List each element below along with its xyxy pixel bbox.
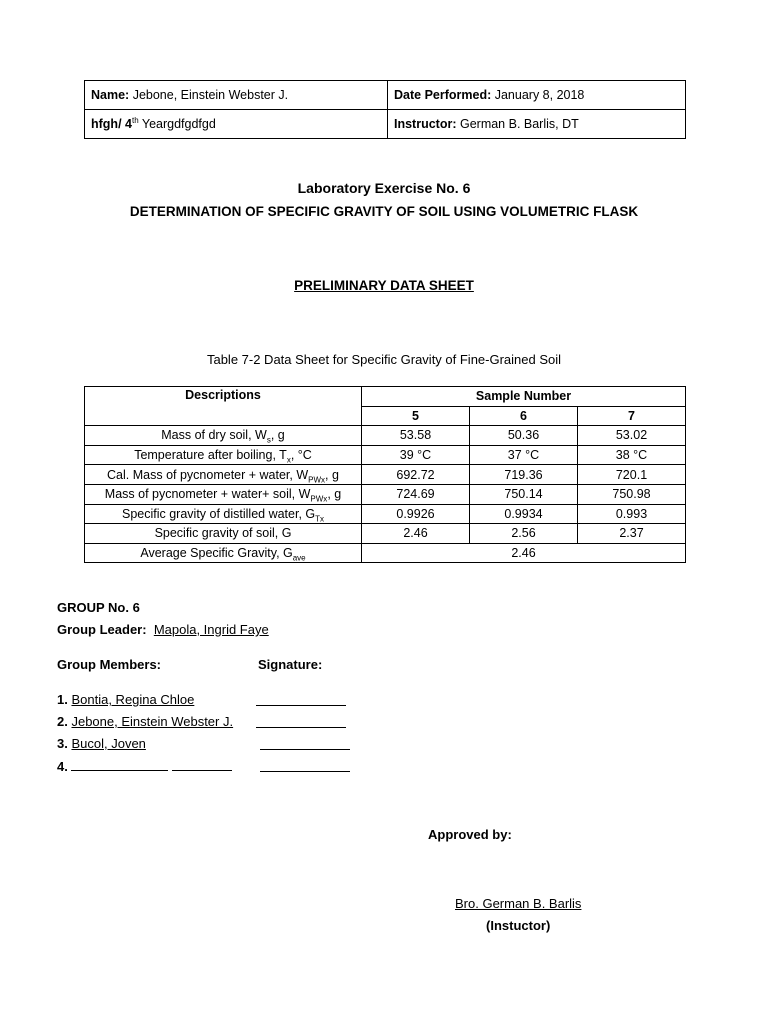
table-cell: 0.993 (578, 504, 686, 524)
table-cell: 692.72 (362, 465, 470, 485)
leader-value: Mapola, Ingrid Faye (153, 622, 269, 637)
table-cell: 39 °C (362, 445, 470, 465)
table-row (85, 504, 686, 524)
table-row (85, 484, 686, 504)
table-cell: 0.9934 (470, 504, 578, 524)
data-table (84, 386, 686, 563)
row-label: Mass of dry soil, $W_s$, g (85, 426, 362, 446)
leader-label: Group Leader: (57, 622, 147, 637)
signature-line (256, 715, 346, 728)
table-cell: 38 °C (578, 445, 686, 465)
name-cell (85, 81, 388, 110)
signature-label: Signature: (258, 657, 323, 672)
sample-header: 7 (578, 406, 686, 426)
sample-number-header: Sample Number (362, 387, 686, 407)
date-label: Date Performed: (394, 88, 492, 102)
approver-name: Bro. German B. Barlis (455, 896, 582, 911)
table-row (85, 445, 686, 465)
exercise-title: Laboratory Exercise No. 6 (297, 180, 471, 196)
table-cell: 50.36 (470, 426, 578, 446)
descriptions-header: Descriptions (85, 387, 362, 426)
table-cell: 2.46 (362, 524, 470, 544)
table-row (85, 426, 686, 446)
table-cell: 2.56 (470, 524, 578, 544)
row-label: Mass of pycnometer + water+ soil, $W_{PWx}$, g (85, 484, 362, 504)
section-cell (85, 110, 388, 139)
section-sup: th (131, 115, 139, 125)
member-name: Jebone, Einstein Webster J. (71, 714, 234, 729)
average-value: 2.46 (362, 543, 686, 563)
member-item: 4. (57, 758, 232, 774)
sample-header: 6 (470, 406, 578, 426)
table-cell: 53.02 (578, 426, 686, 446)
instructor-value: German B. Barlis, DT (459, 117, 579, 131)
name-label: Name: (91, 88, 130, 102)
table-row (85, 465, 686, 485)
table-cell: 2.37 (578, 524, 686, 544)
name-value: Jebone, Einstein Webster J. (132, 88, 289, 102)
table-cell: 37 °C (470, 445, 578, 465)
member-item: 2. Jebone, Einstein Webster J. (57, 714, 234, 729)
date-cell (388, 81, 686, 110)
member-name: Bontia, Regina Chloe (71, 692, 195, 707)
approver-role: (Instuctor) (486, 918, 551, 933)
row-label: Cal. Mass of pycnometer + water, $W_{PWx}$, g (85, 465, 362, 485)
members-label: Group Members: (57, 657, 162, 672)
signature-line (260, 737, 350, 750)
sheet-title: PRELIMINARY DATA SHEET (294, 278, 474, 293)
average-label: Average Specific Gravity, $G_{ave}$ (85, 543, 362, 563)
table-caption: Table 7-2 Data Sheet for Specific Gravity of Fine-Grained Soil (206, 352, 562, 367)
group-title: GROUP No. 6 (57, 600, 140, 615)
table-cell: 750.14 (470, 484, 578, 504)
row-label: Specific gravity of soil, G (85, 524, 362, 544)
section-prefix: hfgh/ 4 (91, 117, 132, 131)
subject-title: DETERMINATION OF SPECIFIC GRAVITY OF SOIL USING VOLUMETRIC FLASK (129, 204, 639, 219)
table-row (85, 524, 686, 544)
signature-line (256, 693, 346, 706)
blank-line (172, 758, 232, 771)
member-item: 3. Bucol, Joven (57, 736, 146, 751)
table-cell: 0.9926 (362, 504, 470, 524)
info-table (84, 80, 686, 139)
member-name: Bucol, Joven (71, 736, 146, 751)
table-cell: 719.36 (470, 465, 578, 485)
table-cell: 720.1 (578, 465, 686, 485)
member-item: 1. Bontia, Regina Chloe (57, 692, 195, 707)
instructor-label: Instructor: (394, 117, 457, 131)
table-cell: 53.58 (362, 426, 470, 446)
table-cell: 750.98 (578, 484, 686, 504)
signature-line (260, 759, 350, 772)
date-value: January 8, 2018 (494, 88, 585, 102)
blank-line (71, 758, 168, 771)
sample-header: 5 (362, 406, 470, 426)
table-cell: 724.69 (362, 484, 470, 504)
row-label: Temperature after boiling, $T_x$, °C (85, 445, 362, 465)
row-label: Specific gravity of distilled water, $G_{Tx}$ (85, 504, 362, 524)
average-row (85, 543, 686, 563)
instructor-cell (388, 110, 686, 139)
group-leader (57, 622, 269, 637)
approved-by-label: Approved by: (428, 827, 512, 842)
section-suffix: Yeargdfgdfgd (138, 117, 216, 131)
